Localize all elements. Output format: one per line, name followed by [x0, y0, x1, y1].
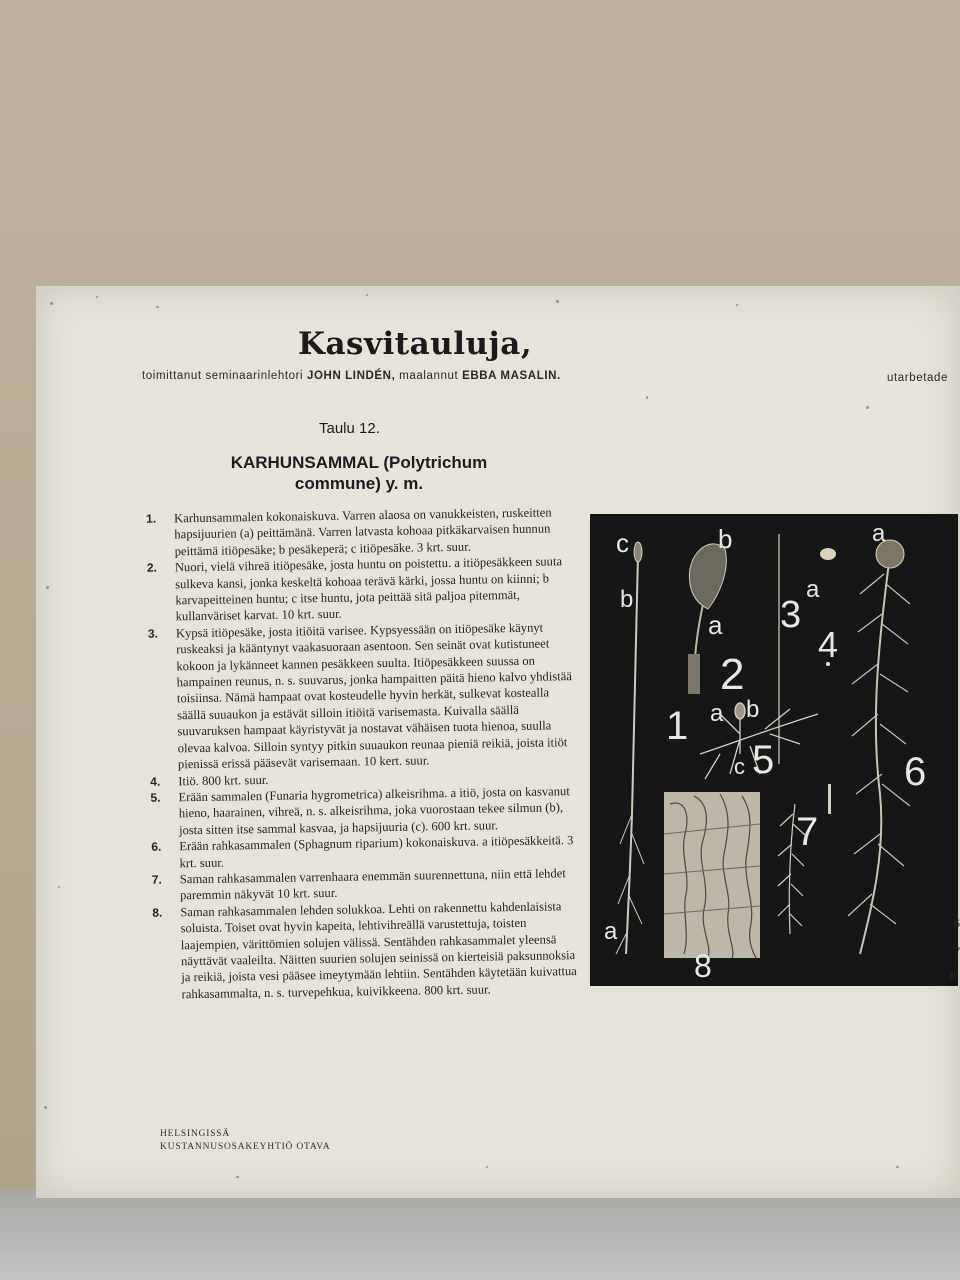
legend-list [132, 504, 582, 1003]
figure-number-8: 8 [694, 948, 712, 984]
publisher-city: HELSINGISSÄ [160, 1129, 231, 1139]
legend-text: Erään sammalen (Funaria hygrometrica) alkeisrihma. a itiö, josta on kasvanut hieno, haarainen, vihreä, n. s. alkeisrihma, joka vuorostaan tekee silmun (b), josta sitten itse sammal kasvaa, ja hapsijuuria (c). 600 krt. suur. [178, 784, 570, 838]
legend-number: 7. [151, 872, 162, 887]
legend-item [134, 619, 578, 774]
credits-prefix: toimittanut seminaarinlehtori [142, 370, 304, 382]
edge-digit: 7 [954, 944, 960, 958]
legend-item [136, 783, 579, 839]
label-b: b [718, 524, 733, 554]
figure-number-4: 4 [818, 624, 839, 665]
credits-line [142, 370, 561, 382]
swedish-credits-fragment: utarbetade [887, 372, 948, 384]
painter-name: EBBA MASALIN. [462, 370, 561, 382]
figure-8-leaf-cells [664, 792, 760, 958]
legend-item [133, 553, 576, 626]
legend-text: Karhunsammalen kokonaiskuva. Varren alaosa on vanukkeisten, ruskeitten hapsijuurien (a) peittämänä. Varren latvasta kohoaa pitkäkarvaisen hunnun peittämä itiöpesäke; b pesäkeperä; c itiöpesäke. 3 krt. suur. [174, 505, 552, 559]
figure-number-1: 1 [666, 704, 689, 748]
legend-number: 3. [147, 626, 159, 641]
poster-title: Kasvitauluja, [298, 326, 533, 362]
figure-number-3: 3 [780, 594, 802, 636]
label-a: a [604, 918, 618, 945]
legend-number: 4. [150, 774, 161, 789]
label-b: b [746, 696, 760, 723]
publisher-name: KUSTANNUSOSAKEYHTIÖ OTAVA [160, 1142, 331, 1152]
label-a: a [806, 576, 820, 603]
legend-number: 1. [145, 511, 157, 526]
label-b: b [620, 586, 634, 613]
edge-digit: 6 [954, 916, 960, 930]
legend-number: 8. [152, 905, 163, 920]
legend-text: Erään rahkasammalen (Sphagnum riparium) kokonaiskuva. a itiöpesäkkeitä. 3 krt. suur. [179, 833, 574, 870]
legend-item [138, 898, 581, 1003]
floor [0, 1190, 960, 1280]
species-title [204, 452, 514, 494]
figure-7-branch [778, 784, 831, 934]
publisher-block [160, 1128, 330, 1154]
label-a: a [708, 610, 723, 640]
figure-number-2: 2 [720, 650, 745, 699]
legend-text: Kypsä itiöpesäke, josta itiöitä varisee. Kypsyessään on itiöpesäke käynyt ruskeaksi ja kääntynyt vaakasuoraan asentoon. Sen seinät ovat kutistuneet kokoon ja lykänneet kannen pesäkkeen suulta. Itiöpesäkkeen suussa on hampainen reunus, n. s. suuvarus, jonka hampaitten päitä hieno kalvo yhdistää toisiinsa. Nämä hampaat ovat kosteudelle hyvin herkät, sulkevat kostealla säällä suuaukon ja estävät silloin itiöitä varisemasta. Kuivalla säällä suuvaruksen hampaat käyristyvät ja nostavat vähäisen tuota hienoa, suulla olevaa kalvoa. Silloin syntyy pitkin suuaukon reunaa pieniä reikiä, joista itiöt pienissä erissä pääsevät varisemaan. 10 kert. suur. [175, 620, 572, 772]
legend-item [132, 504, 575, 560]
figure-number-6: 6 [904, 750, 927, 794]
legend-number: 2. [146, 560, 158, 575]
edge-digit: 8 [950, 968, 956, 982]
label-a: a [710, 700, 724, 727]
credits-mid: maalannut [399, 370, 459, 382]
label-c: c [734, 754, 745, 779]
label-a: a [872, 520, 886, 547]
species-title-line1: KARHUNSAMMAL (Polytrichum [230, 453, 488, 472]
species-title-line2: commune) y. m. [294, 474, 424, 493]
legend-number: 6. [151, 839, 162, 854]
legend-text: Nuori, vielä vihreä itiöpesäke, josta huntu on poistettu. a itiöpesäkkeen suuta sulkeva kansi, jonka keskeltä kohoaa terävä kärki, jossa huntu on kiinni; b karvapeitteinen huntu; c itse huntu, jota peittää sitä paljoa pitemmät, kullanväriset karvat. 10 krt. suur. [174, 554, 563, 624]
figure-number-7: 7 [796, 810, 819, 854]
editor-name: JOHN LINDÉN, [307, 370, 396, 382]
legend-number: 5. [150, 790, 161, 805]
plate-number: Taulu 12. [319, 420, 380, 437]
label-c: c [616, 528, 629, 558]
figure-6-sphagnum [848, 540, 910, 954]
legend-text: Itiö. 800 krt. suur. [178, 772, 269, 788]
legend-text: Saman rahkasammalen lehden solukkoa. Lehti on rakennettu kahdenlaisista soluista. Toiset ovat hyvin kapeita, lehtivihreällä varustettuja, toisten laajempien, värittömien solujen välissä. Sentähden rahkasammalet yleensä näyttävät vaaleilta. Näitten suurien solujen seinissä on kierteisiä paksunnoksia ja reikiä, joista vesi pääsee imeytymään lehtiin. Sentähden käytetään kuivattua rahkasammalta, n. s. turvepehkua, kuivikkeena. 800 krt. suur. [180, 899, 577, 1002]
legend-text: Saman rahkasammalen varrenhaara enemmän suurennettuna, niin että lehdet paremmin näkyvät 10 krt. suur. [179, 866, 566, 903]
illustration-plate [590, 514, 958, 986]
figure-number-5: 5 [752, 738, 775, 782]
